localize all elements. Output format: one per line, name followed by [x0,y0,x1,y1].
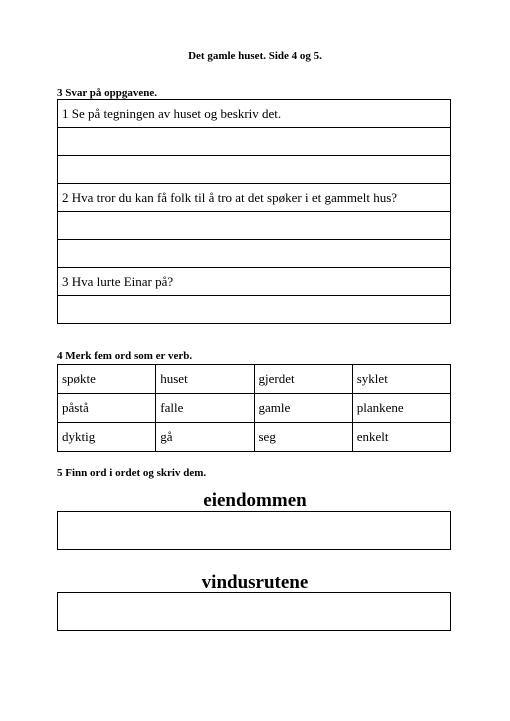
word-cell[interactable]: gå [156,423,254,452]
page-title: Det gamle huset. Side 4 og 5. [188,50,322,62]
table-row [58,365,451,394]
questions-table [57,99,451,324]
word-vindusrutene: vindusrutene [201,572,309,593]
word-cell[interactable]: falle [156,394,254,423]
verb-table [57,364,451,452]
word-cell[interactable]: gamle [254,394,352,423]
word-cell[interactable]: seg [254,423,352,452]
question-3: 3 Hva lurte Einar på? [58,268,451,296]
table-row [58,394,451,423]
word-cell[interactable]: påstå [58,394,156,423]
question-1: 1 Se på tegningen av huset og beskriv det. [58,100,451,128]
word-cell[interactable]: enkelt [352,423,450,452]
word-cell[interactable]: plankene [352,394,450,423]
answer-box[interactable] [57,592,451,631]
answer-line[interactable] [58,240,451,268]
word-cell[interactable]: huset [156,365,254,394]
word-cell[interactable]: spøkte [58,365,156,394]
section-4-heading: 4 Merk fem ord som er verb. [57,350,193,362]
answer-box[interactable] [57,511,451,550]
answer-line[interactable] [58,212,451,240]
question-2: 2 Hva tror du kan få folk til å tro at det spøker i et gammelt hus? [58,184,451,212]
answer-line[interactable] [58,156,451,184]
word-eiendommen: eiendommen [203,490,307,511]
answer-line[interactable] [58,128,451,156]
word-cell[interactable]: syklet [352,365,450,394]
section-5-heading: 5 Finn ord i ordet og skriv dem. [57,467,207,479]
table-row [58,423,451,452]
section-3-heading: 3 Svar på oppgavene. [57,87,158,99]
word-cell[interactable]: gjerdet [254,365,352,394]
answer-line[interactable] [58,296,451,324]
word-cell[interactable]: dyktig [58,423,156,452]
